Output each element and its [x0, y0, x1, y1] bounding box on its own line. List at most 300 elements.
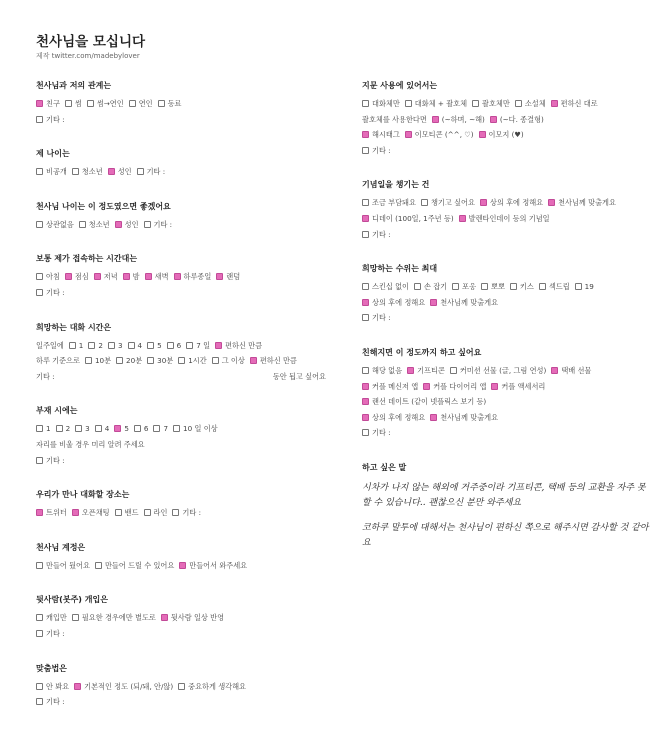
- checkbox-option[interactable]: [179, 558, 247, 574]
- checkbox-option[interactable]: [72, 164, 103, 180]
- option-row: [36, 437, 336, 453]
- option-label: 비공개: [46, 167, 67, 177]
- checkbox-option[interactable]: [36, 164, 67, 180]
- checkbox-option[interactable]: [362, 410, 425, 426]
- checkbox-unchecked[interactable]: [129, 100, 136, 107]
- checkbox-option[interactable]: [362, 279, 409, 295]
- checkbox-option[interactable]: [472, 96, 510, 112]
- option-label: 편하신 만큼: [259, 356, 297, 366]
- checkbox-option[interactable]: [69, 338, 84, 354]
- checkbox-option[interactable]: [216, 269, 240, 285]
- checkbox-option[interactable]: [172, 505, 201, 521]
- page-title: 천사님을 모십니다: [36, 34, 146, 50]
- checkbox-option[interactable]: [144, 505, 168, 521]
- checkbox-option[interactable]: [128, 338, 143, 354]
- option-label: 밤: [132, 272, 140, 282]
- checkbox-option[interactable]: [72, 505, 110, 521]
- checkbox-option[interactable]: [362, 96, 400, 112]
- checkbox-option[interactable]: [479, 127, 524, 143]
- checkbox-unchecked[interactable]: [178, 683, 185, 690]
- checkbox-option[interactable]: [362, 211, 454, 227]
- checkbox-option[interactable]: [551, 363, 591, 379]
- checkbox-checked[interactable]: [114, 425, 121, 432]
- option-label: 청소년: [88, 219, 110, 229]
- checkbox-unchecked[interactable]: [405, 100, 412, 107]
- option-label: 대화체만: [372, 99, 400, 108]
- option-label: 5: [157, 340, 162, 350]
- checkbox-option[interactable]: [36, 453, 65, 469]
- checkbox-option[interactable]: [575, 279, 594, 295]
- checkbox-option[interactable]: [450, 363, 546, 379]
- checkbox-option[interactable]: [95, 421, 110, 437]
- checkbox-option[interactable]: [147, 338, 162, 354]
- question-section: [362, 80, 647, 158]
- option-label: 캐입만: [46, 613, 67, 623]
- checkbox-unchecked[interactable]: [172, 509, 179, 516]
- checkbox-checked[interactable]: [362, 383, 369, 390]
- checkbox-option[interactable]: [134, 421, 149, 437]
- checkbox-unchecked[interactable]: [575, 283, 582, 290]
- checkbox-unchecked[interactable]: [65, 100, 72, 107]
- checkbox-option[interactable]: [36, 421, 51, 437]
- checkbox-option[interactable]: [36, 96, 60, 112]
- checkbox-unchecked[interactable]: [186, 342, 193, 349]
- option-label: 안 봐요: [46, 681, 70, 691]
- checkbox-option[interactable]: [147, 353, 173, 369]
- checkbox-unchecked[interactable]: [36, 168, 43, 175]
- checkbox-option[interactable]: [362, 310, 391, 326]
- option-row: [36, 505, 336, 521]
- row-note: 동안 됩고 싶어요: [272, 371, 326, 381]
- checkbox-option[interactable]: [94, 269, 118, 285]
- option-label: 기타 :: [46, 697, 65, 707]
- checkbox-unchecked[interactable]: [36, 221, 43, 228]
- option-label: 7 일: [196, 340, 211, 350]
- option-label: 6: [143, 424, 149, 434]
- checkbox-option[interactable]: [362, 227, 391, 243]
- option-label: 성인: [117, 167, 132, 177]
- option-row: [362, 410, 647, 426]
- checkbox-checked[interactable]: [490, 116, 497, 123]
- checkbox-unchecked[interactable]: [115, 509, 122, 516]
- checkbox-unchecked[interactable]: [362, 429, 369, 436]
- option-label: 기타 :: [46, 114, 65, 124]
- option-label: 커플 다이어리 앱: [433, 381, 487, 391]
- message-paragraph: 시차가 나지 않는 해외에 거주중이라 기프티콘, 택배 등의 교환을 자주 못할 수 있습니다.. 괜찮으신 분만 와주세요: [362, 482, 646, 508]
- checkbox-unchecked[interactable]: [167, 342, 174, 349]
- checkbox-option[interactable]: [551, 96, 598, 112]
- option-label: 편하신 만큼: [225, 340, 263, 350]
- checkbox-option[interactable]: [421, 195, 475, 211]
- checkbox-checked[interactable]: [480, 199, 487, 206]
- checkbox-unchecked[interactable]: [108, 342, 115, 349]
- option-label: 오픈채팅: [81, 508, 110, 518]
- option-label: 상의 후에 정해요: [489, 198, 544, 208]
- checkbox-option[interactable]: [114, 421, 129, 437]
- option-label: 성인: [124, 219, 139, 229]
- checkbox-option[interactable]: [362, 425, 391, 441]
- checkbox-unchecked[interactable]: [212, 357, 219, 364]
- checkbox-option[interactable]: [481, 279, 505, 295]
- checkbox-unchecked[interactable]: [153, 425, 160, 432]
- option-label: 커미션 선물 (글, 그림 연성): [459, 365, 547, 375]
- checkbox-unchecked[interactable]: [72, 168, 79, 175]
- checkbox-option[interactable]: [414, 279, 447, 295]
- checkbox-option[interactable]: [145, 269, 169, 285]
- checkbox-checked[interactable]: [65, 273, 72, 280]
- option-label: 썸: [74, 99, 82, 108]
- checkbox-unchecked[interactable]: [134, 425, 141, 432]
- option-label: 5: [124, 424, 129, 434]
- option-label: (~하며, ~해): [441, 114, 485, 124]
- checkbox-unchecked[interactable]: [36, 425, 43, 432]
- checkbox-unchecked[interactable]: [36, 630, 43, 637]
- checkbox-option[interactable]: [36, 217, 74, 233]
- checkbox-option[interactable]: [129, 96, 153, 112]
- option-label: 디데이 (100일, 1주년 등): [372, 213, 454, 223]
- checkbox-option[interactable]: [65, 96, 82, 112]
- checkbox-option[interactable]: [161, 610, 224, 626]
- checkbox-unchecked[interactable]: [421, 199, 428, 206]
- question-section: [36, 489, 336, 521]
- row-text: 일주일에: [36, 340, 64, 350]
- checkbox-option[interactable]: [178, 353, 206, 369]
- checkbox-unchecked[interactable]: [362, 314, 369, 321]
- checkbox-checked[interactable]: [36, 509, 43, 516]
- checkbox-option[interactable]: [215, 338, 262, 354]
- checkbox-option[interactable]: [362, 295, 425, 311]
- checkbox-checked[interactable]: [174, 273, 181, 280]
- checkbox-option[interactable]: [36, 694, 65, 710]
- option-row: [36, 610, 336, 626]
- checkbox-checked[interactable]: [423, 383, 430, 390]
- checkbox-option[interactable]: [490, 112, 544, 128]
- checkbox-checked[interactable]: [362, 414, 369, 421]
- checkbox-option[interactable]: [515, 96, 546, 112]
- option-row: [36, 112, 336, 128]
- checkbox-unchecked[interactable]: [147, 357, 154, 364]
- checkbox-checked[interactable]: [430, 414, 437, 421]
- checkbox-option[interactable]: [491, 379, 545, 395]
- question-section: [36, 405, 336, 468]
- option-label: 점심: [74, 272, 89, 282]
- option-row: [36, 353, 336, 369]
- checkbox-checked[interactable]: [405, 131, 412, 138]
- checkbox-unchecked[interactable]: [362, 283, 369, 290]
- checkbox-unchecked[interactable]: [69, 342, 76, 349]
- checkbox-unchecked[interactable]: [147, 342, 154, 349]
- option-label: 편하신 대로: [560, 99, 598, 108]
- checkbox-option[interactable]: [36, 679, 69, 695]
- question-section: [362, 347, 647, 441]
- checkbox-checked[interactable]: [115, 221, 122, 228]
- option-label: 섹드립: [548, 282, 570, 292]
- row-text: 괄호체를 사용한다면: [362, 114, 427, 124]
- checkbox-unchecked[interactable]: [87, 100, 94, 107]
- question-label: 희망하는 수위는 최대: [362, 264, 438, 274]
- checkbox-checked[interactable]: [145, 273, 152, 280]
- checkbox-checked[interactable]: [407, 367, 414, 374]
- option-label: 연인: [138, 99, 153, 108]
- checkbox-option[interactable]: [178, 679, 246, 695]
- checkbox-checked[interactable]: [123, 273, 130, 280]
- option-label: 기프티콘: [417, 365, 445, 375]
- checkbox-checked[interactable]: [215, 342, 222, 349]
- option-row: [36, 694, 336, 710]
- question-label: 천사님 나이는 이 정도였으면 좋겠어요: [36, 201, 171, 211]
- option-label: 3: [85, 424, 90, 434]
- option-label: 키스: [519, 282, 534, 292]
- checkbox-option[interactable]: [56, 421, 71, 437]
- checkbox-option[interactable]: [405, 96, 467, 112]
- option-label: 필요한 경우에만 별도로: [81, 613, 156, 623]
- checkbox-option[interactable]: [174, 269, 212, 285]
- question-section: [36, 594, 336, 641]
- checkbox-option[interactable]: [173, 421, 218, 437]
- option-row: [36, 421, 336, 437]
- option-label: 만들어 뒀어요: [46, 560, 90, 570]
- option-label: 저녁: [103, 272, 118, 282]
- checkbox-option[interactable]: [116, 353, 142, 369]
- option-label: 천사님께 맞출게요: [440, 412, 499, 422]
- checkbox-option[interactable]: [510, 279, 534, 295]
- option-row: [36, 285, 336, 301]
- checkbox-checked[interactable]: [430, 299, 437, 306]
- checkbox-checked[interactable]: [362, 131, 369, 138]
- checkbox-unchecked[interactable]: [36, 562, 43, 569]
- checkbox-unchecked[interactable]: [85, 357, 92, 364]
- option-row: [36, 96, 336, 112]
- option-label: 6: [176, 340, 182, 350]
- checkbox-option[interactable]: [108, 338, 123, 354]
- checkbox-unchecked[interactable]: [450, 367, 457, 374]
- checkbox-checked[interactable]: [216, 273, 223, 280]
- checkbox-checked[interactable]: [108, 168, 115, 175]
- checkbox-option[interactable]: [79, 217, 110, 233]
- checkbox-checked[interactable]: [179, 562, 186, 569]
- checkbox-unchecked[interactable]: [36, 614, 43, 621]
- checkbox-checked[interactable]: [94, 273, 101, 280]
- closing-section: [362, 462, 647, 551]
- option-label: 아침: [46, 272, 60, 282]
- option-label: 기타 :: [372, 428, 391, 438]
- option-label: 상의 후에 정해요: [372, 412, 426, 422]
- checkbox-option[interactable]: [167, 338, 182, 354]
- option-label: 만들어서 와주세요: [189, 560, 248, 570]
- option-row: [36, 453, 336, 469]
- checkbox-unchecked[interactable]: [88, 342, 95, 349]
- checkbox-option[interactable]: [452, 279, 476, 295]
- option-row: [362, 379, 647, 395]
- option-label: 기타 :: [372, 229, 391, 239]
- option-label: 커플 메신저 앱: [372, 381, 419, 391]
- option-row: [362, 211, 647, 227]
- option-label: 대화체 + 괄호체: [414, 99, 468, 108]
- checkbox-option[interactable]: [158, 96, 182, 112]
- option-label: 조금 부담돼요: [372, 198, 416, 208]
- checkbox-checked[interactable]: [161, 614, 168, 621]
- option-label: 기타 :: [46, 455, 65, 465]
- checkbox-checked[interactable]: [479, 131, 486, 138]
- checkbox-option[interactable]: [362, 127, 400, 143]
- question-label: 천사님과 저의 관계는: [36, 81, 112, 90]
- checkbox-unchecked[interactable]: [362, 199, 369, 206]
- checkbox-option[interactable]: [72, 610, 156, 626]
- option-row: [362, 363, 647, 379]
- checkbox-unchecked[interactable]: [414, 283, 421, 290]
- checkbox-option[interactable]: [108, 164, 132, 180]
- checkbox-unchecked[interactable]: [36, 116, 43, 123]
- option-label: 기타 :: [46, 628, 65, 638]
- checkbox-option[interactable]: [362, 143, 391, 159]
- checkbox-unchecked[interactable]: [56, 425, 63, 432]
- checkbox-option[interactable]: [95, 558, 174, 574]
- checkbox-unchecked[interactable]: [362, 147, 369, 154]
- checkbox-unchecked[interactable]: [362, 100, 369, 107]
- checkbox-unchecked[interactable]: [116, 357, 123, 364]
- checkbox-option[interactable]: [144, 217, 173, 233]
- checkbox-unchecked[interactable]: [515, 100, 522, 107]
- checkbox-unchecked[interactable]: [144, 509, 151, 516]
- question-section: [36, 663, 336, 710]
- option-row: [36, 217, 336, 233]
- checkbox-unchecked[interactable]: [75, 425, 82, 432]
- checkbox-option[interactable]: [85, 353, 111, 369]
- checkbox-unchecked[interactable]: [95, 425, 102, 432]
- option-label: 10 일 이상: [183, 424, 218, 434]
- option-label: (~다. 종결형): [499, 114, 544, 124]
- checkbox-option[interactable]: [36, 610, 67, 626]
- checkbox-checked[interactable]: [362, 299, 369, 306]
- checkbox-unchecked[interactable]: [144, 221, 151, 228]
- checkbox-option[interactable]: [250, 353, 297, 369]
- option-label: 중요하게 생각해요: [188, 681, 246, 691]
- checkbox-unchecked[interactable]: [452, 283, 459, 290]
- checkbox-option[interactable]: [87, 96, 124, 112]
- checkbox-unchecked[interactable]: [36, 457, 43, 464]
- checkbox-option[interactable]: [362, 363, 402, 379]
- checkbox-option[interactable]: [432, 112, 485, 128]
- option-label: 기타 :: [153, 219, 173, 229]
- checkbox-option[interactable]: [423, 379, 486, 395]
- checkbox-option[interactable]: [539, 279, 570, 295]
- checkbox-checked[interactable]: [36, 100, 43, 107]
- option-row: [36, 338, 336, 354]
- checkbox-option[interactable]: [362, 195, 416, 211]
- question-label: 하고 싶은 말: [362, 462, 407, 472]
- checkbox-option[interactable]: [548, 195, 616, 211]
- checkbox-checked[interactable]: [551, 100, 558, 107]
- question-section: [36, 322, 336, 385]
- option-label: 챙기고 싶어요: [430, 198, 475, 208]
- checkbox-option[interactable]: [36, 626, 65, 642]
- option-row: [362, 295, 647, 311]
- checkbox-checked[interactable]: [432, 116, 439, 123]
- checkbox-unchecked[interactable]: [362, 367, 369, 374]
- checkbox-option[interactable]: [407, 363, 445, 379]
- checkbox-unchecked[interactable]: [158, 100, 165, 107]
- checkbox-option[interactable]: [75, 421, 90, 437]
- checkbox-unchecked[interactable]: [128, 342, 135, 349]
- checkbox-unchecked[interactable]: [36, 273, 43, 280]
- row-text: 하루 기준으로: [36, 356, 80, 366]
- checkbox-option[interactable]: [36, 285, 65, 301]
- checkbox-option[interactable]: [480, 195, 543, 211]
- checkbox-unchecked[interactable]: [36, 698, 43, 705]
- checkbox-checked[interactable]: [548, 199, 555, 206]
- option-label: 손 잡기: [424, 282, 448, 292]
- checkbox-option[interactable]: [153, 421, 168, 437]
- checkbox-checked[interactable]: [74, 683, 81, 690]
- checkbox-option[interactable]: [430, 410, 498, 426]
- checkbox-option[interactable]: [36, 558, 90, 574]
- checkbox-unchecked[interactable]: [510, 283, 517, 290]
- question-label: 제 나이는: [36, 149, 70, 159]
- question-label: 희망하는 대화 시간은: [36, 322, 112, 332]
- option-label: 10분: [94, 356, 112, 366]
- checkbox-unchecked[interactable]: [95, 562, 102, 569]
- checkbox-option[interactable]: [36, 269, 60, 285]
- checkbox-option[interactable]: [186, 338, 210, 354]
- option-label: 1: [78, 340, 84, 350]
- checkbox-option[interactable]: [123, 269, 140, 285]
- checkbox-option[interactable]: [430, 295, 498, 311]
- checkbox-option[interactable]: [115, 505, 139, 521]
- checkbox-option[interactable]: [362, 394, 486, 410]
- checkbox-option[interactable]: [459, 211, 550, 227]
- checkbox-option[interactable]: [88, 338, 103, 354]
- checkbox-checked[interactable]: [491, 383, 498, 390]
- checkbox-option[interactable]: [36, 505, 67, 521]
- checkbox-checked[interactable]: [250, 357, 257, 364]
- checkbox-unchecked[interactable]: [137, 168, 144, 175]
- question-label: 지문 사용에 있어서는: [362, 81, 438, 90]
- checkbox-option[interactable]: [362, 379, 418, 395]
- checkbox-unchecked[interactable]: [173, 425, 180, 432]
- checkbox-unchecked[interactable]: [481, 283, 488, 290]
- checkbox-unchecked[interactable]: [472, 100, 479, 107]
- option-label: 그 이상: [221, 356, 245, 366]
- checkbox-checked[interactable]: [459, 215, 466, 222]
- checkbox-unchecked[interactable]: [178, 357, 185, 364]
- checkbox-unchecked[interactable]: [539, 283, 546, 290]
- checkbox-option[interactable]: [115, 217, 139, 233]
- option-row: [362, 394, 647, 410]
- option-row: [36, 164, 336, 180]
- checkbox-option[interactable]: [36, 112, 65, 128]
- checkbox-option[interactable]: [65, 269, 89, 285]
- checkbox-unchecked[interactable]: [36, 683, 43, 690]
- checkbox-checked[interactable]: [362, 398, 369, 405]
- checkbox-unchecked[interactable]: [362, 231, 369, 238]
- checkbox-checked[interactable]: [72, 509, 79, 516]
- checkbox-unchecked[interactable]: [36, 289, 43, 296]
- checkbox-option[interactable]: [74, 679, 173, 695]
- checkbox-option[interactable]: [405, 127, 474, 143]
- question-section: [36, 542, 336, 574]
- checkbox-checked[interactable]: [551, 367, 558, 374]
- checkbox-option[interactable]: [137, 164, 166, 180]
- checkbox-unchecked[interactable]: [79, 221, 86, 228]
- checkbox-checked[interactable]: [362, 215, 369, 222]
- option-label: 썸→연인: [96, 99, 124, 108]
- option-label: 상관없음: [46, 219, 74, 229]
- option-row: [362, 310, 647, 326]
- option-label: 커플 액세서리: [501, 381, 546, 391]
- checkbox-unchecked[interactable]: [72, 614, 79, 621]
- checkbox-option[interactable]: [212, 353, 245, 369]
- question-section: [36, 148, 336, 180]
